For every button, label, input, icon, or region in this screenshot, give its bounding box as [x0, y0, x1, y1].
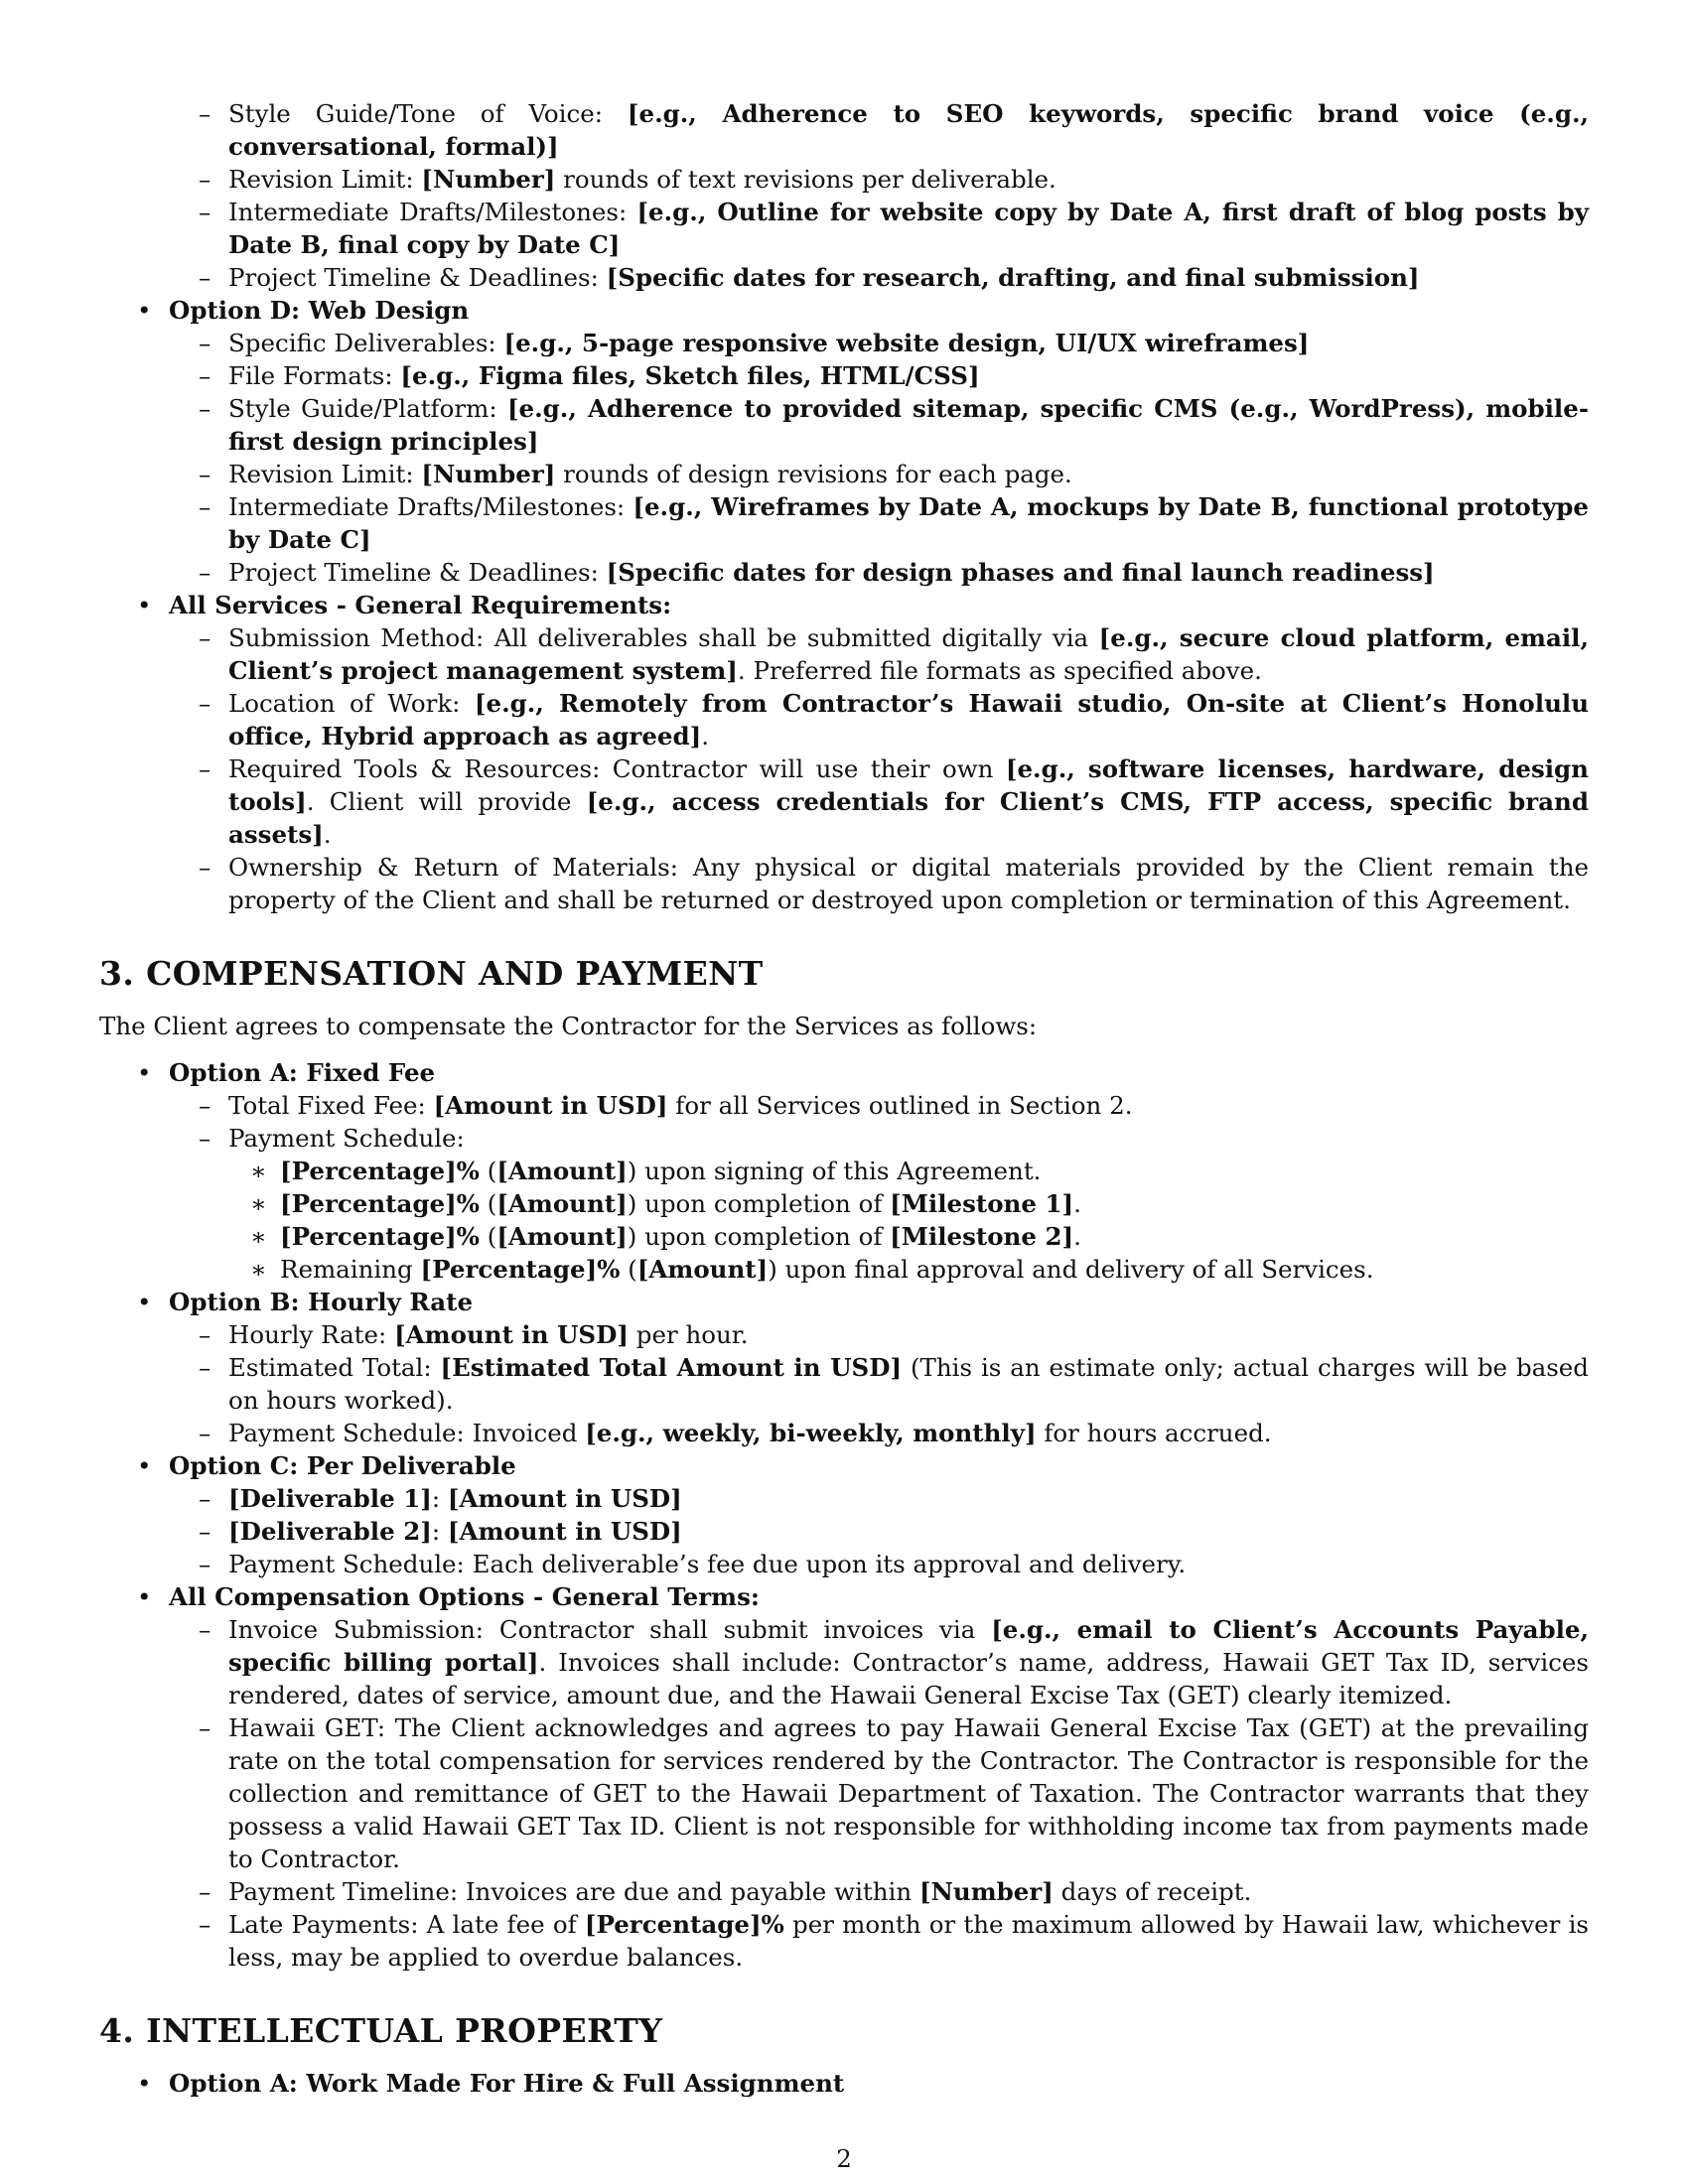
dash-marker: –	[199, 558, 211, 587]
list-item	[99, 261, 1589, 294]
dash-marker: –	[199, 460, 211, 488]
list-item	[99, 556, 1589, 589]
placeholder-text: [Amount in USD]	[447, 1517, 682, 1546]
item-text: . Client will provide	[306, 787, 587, 816]
list-item	[99, 1351, 1589, 1417]
option-title: All Compensation Options - General Terms:	[169, 1582, 760, 1611]
item-label: Intermediate Drafts/Milestones:	[228, 492, 633, 521]
placeholder-text: [Specific dates for design phases and final launch readiness]	[606, 558, 1435, 587]
placeholder-text: [e.g., access credentials for Client’s CMS, FTP access, specific brand assets]	[228, 787, 1589, 849]
dash-marker: –	[199, 1484, 211, 1513]
option-c-sublist	[169, 1482, 1589, 1580]
item-label: Style Guide/Tone of Voice:	[228, 99, 628, 128]
placeholder-text: [Amount in USD]	[447, 1484, 682, 1513]
item-label: Location of Work:	[228, 689, 475, 718]
placeholder-text: [Amount]	[636, 1255, 769, 1284]
option-b-hourly-rate	[99, 1286, 1589, 1449]
star-marker: ∗	[250, 1222, 267, 1251]
dash-marker: –	[199, 1517, 211, 1546]
list-item	[99, 458, 1589, 490]
list-item	[99, 1482, 1589, 1515]
option-b-sublist	[169, 1318, 1589, 1449]
item-text: . Invoices shall include: Contractor’s name, address, Hawaii GET Tax ID, services rendered, dates of service, amount due, and the Hawaii General Excise Tax (GET) clearly itemized.	[228, 1648, 1589, 1709]
placeholder-text: [e.g., Adherence to SEO keywords, specific brand voice (e.g., conversational, formal)]	[228, 99, 1590, 161]
placeholder-text: [e.g., weekly, bi-weekly, monthly]	[585, 1419, 1037, 1447]
item-text: ) upon final approval and delivery of all Services.	[768, 1255, 1374, 1284]
item-text: Remaining	[280, 1255, 421, 1284]
dash-marker: –	[199, 1550, 211, 1578]
placeholder-text: [Percentage]%	[280, 1222, 480, 1251]
dash-marker: –	[199, 394, 211, 423]
item-text: per hour.	[628, 1320, 749, 1349]
placeholder-text: [Specific dates for research, drafting, and final submission]	[606, 263, 1420, 292]
placeholder-text: [Amount]	[496, 1157, 628, 1185]
item-label: Invoice Submission: Contractor shall submit invoices via	[228, 1615, 992, 1644]
placeholder-text: [Percentage]%	[584, 1910, 784, 1939]
star-marker: ∗	[250, 1157, 267, 1185]
item-text: :	[431, 1517, 448, 1546]
option-title: All Services - General Requirements:	[169, 591, 672, 619]
item-label: Style Guide/Platform:	[228, 394, 507, 423]
dash-marker: –	[199, 754, 211, 783]
item-text: for all Services outlined in Section 2.	[667, 1091, 1133, 1120]
item-label: File Formats:	[228, 361, 401, 390]
placeholder-text: [Amount]	[496, 1222, 628, 1251]
placeholder-text: [Number]	[421, 165, 556, 194]
list-item	[99, 1613, 1589, 1711]
placeholder-text: [Amount]	[496, 1189, 628, 1218]
ip-options-list	[99, 2067, 1589, 2100]
services-list	[99, 97, 1589, 916]
option-a-fixed-fee	[99, 1056, 1589, 1286]
placeholder-text: [e.g., Adherence to provided sitemap, specific CMS (e.g., WordPress), mobile-first design principles]	[228, 394, 1589, 456]
dash-marker: –	[199, 1713, 211, 1742]
dash-marker: –	[199, 1615, 211, 1644]
bullet-marker: •	[137, 1288, 152, 1316]
list-item	[99, 196, 1589, 261]
item-label: Specific Deliverables:	[228, 329, 504, 357]
all-services-general	[99, 589, 1589, 916]
dash-marker: –	[199, 1124, 211, 1153]
dash-marker: –	[199, 99, 211, 128]
schedule-item: ∗ Remaining [Percentage]% ([Amount]) upon final approval and delivery of all Services.	[250, 1255, 1374, 1284]
item-label: Project Timeline & Deadlines:	[228, 558, 607, 587]
option-c-sublist	[169, 97, 1589, 294]
bullet-marker: •	[137, 296, 152, 325]
ip-option-a	[99, 2067, 1589, 2100]
list-item	[99, 1122, 1589, 1286]
dash-marker: –	[199, 1091, 211, 1120]
item-text: .	[1073, 1222, 1081, 1251]
placeholder-text: [Amount in USD]	[394, 1320, 629, 1349]
dash-marker: –	[199, 1320, 211, 1349]
item-label: Payment Schedule: Invoiced	[228, 1419, 586, 1447]
placeholder-text: [e.g., email to Client’s Accounts Payable, specific billing portal]	[228, 1615, 1589, 1677]
dash-marker: –	[199, 689, 211, 718]
item-label: Intermediate Drafts/Milestones:	[228, 198, 637, 226]
general-terms-sublist	[169, 1613, 1589, 1974]
item-text: .	[701, 722, 710, 751]
dash-marker: –	[199, 1353, 211, 1382]
all-services-sublist	[169, 621, 1589, 916]
option-c-per-deliverable	[99, 1449, 1589, 1580]
item-text: ) upon signing of this Agreement.	[627, 1157, 1042, 1185]
placeholder-text: [Milestone 2]	[890, 1222, 1074, 1251]
item-label: Revision Limit:	[228, 460, 422, 488]
page-number: 2	[836, 2144, 852, 2173]
document-body	[99, 97, 1589, 2100]
option-title: Option D: Web Design	[169, 296, 470, 325]
placeholder-text: [e.g., software licenses, hardware, design tools]	[228, 754, 1589, 816]
dash-marker: –	[199, 853, 211, 882]
dash-marker: –	[199, 165, 211, 194]
list-item	[99, 392, 1589, 458]
option-d-sublist	[169, 327, 1589, 589]
dash-marker: –	[199, 198, 211, 226]
bullet-marker: •	[137, 1451, 152, 1480]
item-text: .	[323, 820, 332, 849]
placeholder-text: [Percentage]%	[280, 1157, 480, 1185]
list-item	[99, 163, 1589, 196]
bullet-marker: •	[137, 2069, 152, 2098]
bullet-marker: •	[137, 1582, 152, 1611]
list-item	[99, 1515, 1589, 1548]
list-item	[99, 359, 1589, 392]
placeholder-text: [Deliverable 2]	[228, 1517, 432, 1546]
option-title: Option B: Hourly Rate	[169, 1288, 474, 1316]
section-heading-compensation: 3. COMPENSATION AND PAYMENT	[99, 954, 764, 993]
schedule-item: ∗ [Percentage]% ([Amount]) upon completion of [Milestone 2].	[250, 1222, 1081, 1251]
list-item	[99, 327, 1589, 359]
list-item	[99, 97, 1589, 163]
item-text: . Preferred file formats as specified above.	[737, 656, 1262, 685]
item-text: ) upon completion of	[627, 1189, 891, 1218]
dash-marker: –	[199, 263, 211, 292]
dash-marker: –	[199, 492, 211, 521]
placeholder-text: [Deliverable 1]	[228, 1484, 432, 1513]
placeholder-text: [Percentage]%	[420, 1255, 621, 1284]
item-label: Revision Limit:	[228, 165, 422, 194]
placeholder-text: [e.g., secure cloud platform, email, Client’s project management system]	[228, 623, 1589, 685]
list-item	[99, 621, 1589, 687]
option-title: Option A: Work Made For Hire & Full Assignment	[169, 2069, 845, 2098]
bullet-marker: •	[137, 591, 152, 619]
list-item	[99, 687, 1589, 752]
list-item	[99, 1089, 1589, 1122]
placeholder-text: [Number]	[918, 1877, 1054, 1906]
item-label: Estimated Total:	[228, 1353, 441, 1382]
item-label: Submission Method: All deliverables shall be submitted digitally via	[228, 623, 1099, 652]
item-label: Hourly Rate:	[228, 1320, 395, 1349]
placeholder-text: [Amount in USD]	[433, 1091, 668, 1120]
dash-marker: –	[199, 623, 211, 652]
list-item	[99, 1908, 1589, 1974]
item-label: Project Timeline & Deadlines:	[228, 263, 607, 292]
placeholder-text: [e.g., Wireframes by Date A, mockups by Date B, functional prototype by Date C]	[228, 492, 1590, 554]
item-text: rounds of design revisions for each page.	[555, 460, 1072, 488]
list-item	[99, 1548, 1589, 1580]
placeholder-text: [e.g., 5-page responsive website design, UI/UX wireframes]	[503, 329, 1310, 357]
item-label: Payment Schedule:	[228, 1124, 465, 1153]
list-item	[99, 1318, 1589, 1351]
option-title: Option A: Fixed Fee	[169, 1058, 436, 1087]
placeholder-text: [e.g., Remotely from Contractor’s Hawaii studio, On-site at Client’s Honolulu office, Hybrid approach as agreed]	[228, 689, 1590, 751]
list-item	[99, 1711, 1589, 1875]
dash-marker: –	[199, 1877, 211, 1906]
placeholder-text: [Estimated Total Amount in USD]	[440, 1353, 903, 1382]
item-text: Ownership & Return of Materials: Any physical or digital materials provided by the Client remain the property of the Client and shall be returned or destroyed upon completion or termination of this Agreement.	[228, 853, 1589, 914]
star-marker: ∗	[250, 1255, 267, 1284]
list-item	[99, 851, 1589, 916]
item-text: days of receipt.	[1053, 1877, 1252, 1906]
star-marker: ∗	[250, 1189, 267, 1218]
schedule-item: ∗ [Percentage]% ([Amount]) upon completion of [Milestone 1].	[250, 1189, 1081, 1218]
dash-marker: –	[199, 1910, 211, 1939]
compensation-general-terms	[99, 1580, 1589, 1974]
dash-marker: –	[199, 1419, 211, 1447]
section-heading-intellectual-property: 4. INTELLECTUAL PROPERTY	[99, 2011, 663, 2050]
item-text: :	[431, 1484, 448, 1513]
section-intro: The Client agrees to compensate the Contractor for the Services as follows:	[99, 1012, 1038, 1040]
placeholder-text: [e.g., Figma files, Sketch files, HTML/CSS]	[400, 361, 980, 390]
dash-marker: –	[199, 329, 211, 357]
item-label: Late Payments: A late fee of	[228, 1910, 585, 1939]
item-text: .	[1073, 1189, 1081, 1218]
item-text: for hours accrued.	[1036, 1419, 1272, 1447]
item-text: ) upon completion of	[627, 1222, 891, 1251]
placeholder-text: [Milestone 1]	[890, 1189, 1074, 1218]
placeholder-text: [e.g., Outline for website copy by Date A, first draft of blog posts by Date B, final copy by Date C]	[228, 198, 1590, 259]
item-label: Total Fixed Fee:	[228, 1091, 434, 1120]
item-label: Required Tools & Resources: Contractor will use their own	[228, 754, 1006, 783]
list-item	[99, 490, 1589, 556]
item-label: Payment Timeline: Invoices are due and payable within	[228, 1877, 919, 1906]
schedule-item: ∗ [Percentage]% ([Amount]) upon signing of this Agreement.	[250, 1157, 1042, 1185]
item-text: Payment Schedule: Each deliverable’s fee due upon its approval and delivery.	[228, 1550, 1187, 1578]
option-title: Option C: Per Deliverable	[169, 1451, 516, 1480]
placeholder-text: [Percentage]%	[280, 1189, 480, 1218]
option-a-sublist	[169, 1089, 1589, 1286]
placeholder-text: [Number]	[421, 460, 556, 488]
item-text: (This is an estimate only; actual charges will be based on hours worked).	[228, 1353, 1589, 1415]
item-text: per month or the maximum allowed by Hawaii law, whichever is less, may be applied to overdue balances.	[228, 1910, 1589, 1972]
compensation-options-list	[99, 1056, 1589, 1974]
payment-schedule-list	[228, 1155, 1589, 1286]
item-text: Hawaii GET: The Client acknowledges and agrees to pay Hawaii General Excise Tax (GET) at the prevailing rate on the total compensation for services rendered by the Contractor. The Contractor is responsible for the collection and remittance of GET to the Hawaii Department of Taxation. The Contractor warrants that they possess a valid Hawaii GET Tax ID. Client is not responsible for withholding income tax from payments made to Contractor.	[228, 1713, 1589, 1873]
list-item	[99, 752, 1589, 851]
list-item	[99, 1417, 1589, 1449]
option-d-web-design	[99, 294, 1589, 589]
dash-marker: –	[199, 361, 211, 390]
bullet-marker: •	[137, 1058, 152, 1087]
option-c-continued	[99, 97, 1589, 294]
item-text: rounds of text revisions per deliverable.	[555, 165, 1056, 194]
list-item	[99, 1875, 1589, 1908]
